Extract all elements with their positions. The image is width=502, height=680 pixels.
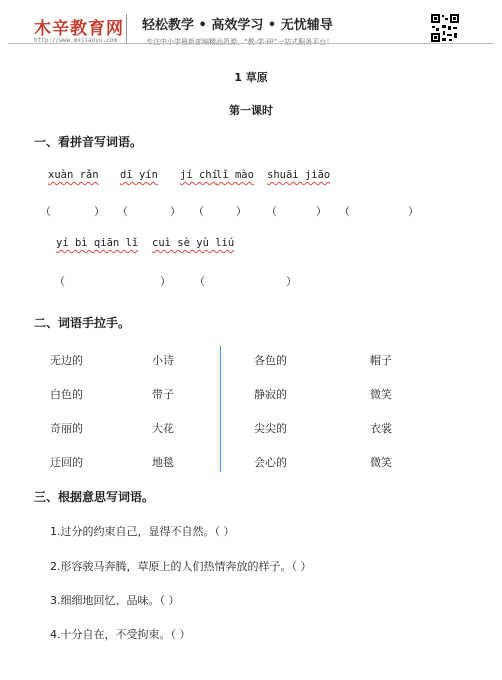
section2-heading: 二、词语手拉手。	[34, 316, 131, 330]
pinyin-item: xuàn rǎn	[48, 169, 99, 181]
word-item: 微笑	[370, 456, 392, 469]
pinyin-item: cuì sè yù liú	[152, 237, 235, 249]
answer-paren-close: ）	[408, 205, 419, 218]
answer-paren-open: （	[194, 275, 205, 288]
word-item: 微笑	[370, 388, 392, 401]
header-slogan: 轻松教学 • 高效学习 • 无忧辅导	[142, 18, 333, 33]
word-item: 迂回的	[50, 456, 83, 469]
answer-paren-close: ）	[236, 205, 247, 218]
word-item: 衣裳	[370, 422, 392, 435]
word-item: 会心的	[254, 456, 287, 469]
site-logo: 木辛教育网	[34, 19, 124, 39]
word-item: 静寂的	[254, 388, 287, 401]
word-item: 白色的	[50, 388, 83, 401]
pinyin-item: jí chí	[180, 169, 218, 181]
answer-paren-open: （	[40, 205, 51, 218]
question-4: 4.十分自在，不受拘束。（ ）	[50, 628, 191, 641]
answer-paren-close: ）	[286, 275, 297, 288]
lesson-period: 第一课时	[229, 104, 273, 117]
word-item: 帽子	[370, 354, 392, 367]
pinyin-item: dī yín	[120, 169, 158, 181]
word-item: 小诗	[152, 354, 174, 367]
answer-paren-open: （	[54, 275, 65, 288]
site-url: http://www.mxjiaoyu.com	[34, 37, 118, 44]
pinyin-item: shuāi jiāo	[267, 169, 331, 181]
qr-code-icon	[430, 13, 460, 43]
pinyin-item: yí bì qiān lǐ	[56, 237, 139, 249]
question-2: 2.形容骏马奔腾，草原上的人们热情奔放的样子。（ ）	[50, 560, 312, 573]
answer-paren-close: ）	[170, 205, 181, 218]
word-item: 带子	[152, 388, 174, 401]
section3-heading: 三、根据意思写词语。	[34, 490, 155, 504]
word-item: 地毯	[152, 456, 174, 469]
question-1: 1.过分的约束自己，显得不自然。（ ）	[50, 525, 235, 538]
lesson-title: 1 草原	[234, 71, 268, 84]
pinyin-item: lǐ mào	[216, 169, 254, 181]
answer-paren-open: （	[117, 205, 128, 218]
page-header	[0, 0, 502, 50]
section1-heading: 一、看拼音写词语。	[34, 135, 143, 149]
answer-paren-close: ）	[94, 205, 105, 218]
word-item: 尖尖的	[254, 422, 287, 435]
column-divider	[220, 346, 221, 472]
answer-paren-open: （	[193, 205, 204, 218]
word-item: 大花	[152, 422, 174, 435]
header-divider	[126, 14, 127, 44]
answer-paren-close: ）	[160, 275, 171, 288]
word-item: 各色的	[254, 354, 287, 367]
answer-paren-close: ）	[316, 205, 327, 218]
header-subtitle: 专注中小学最新部编精品资源，“教-学-研”一站式服务平台！	[146, 38, 334, 46]
answer-paren-open: （	[266, 205, 277, 218]
word-item: 无边的	[50, 354, 83, 367]
question-3: 3.细细地回忆、品味。（ ）	[50, 594, 180, 607]
word-item: 奇丽的	[50, 422, 83, 435]
header-rule	[8, 43, 494, 44]
answer-paren-open: （	[339, 205, 350, 218]
